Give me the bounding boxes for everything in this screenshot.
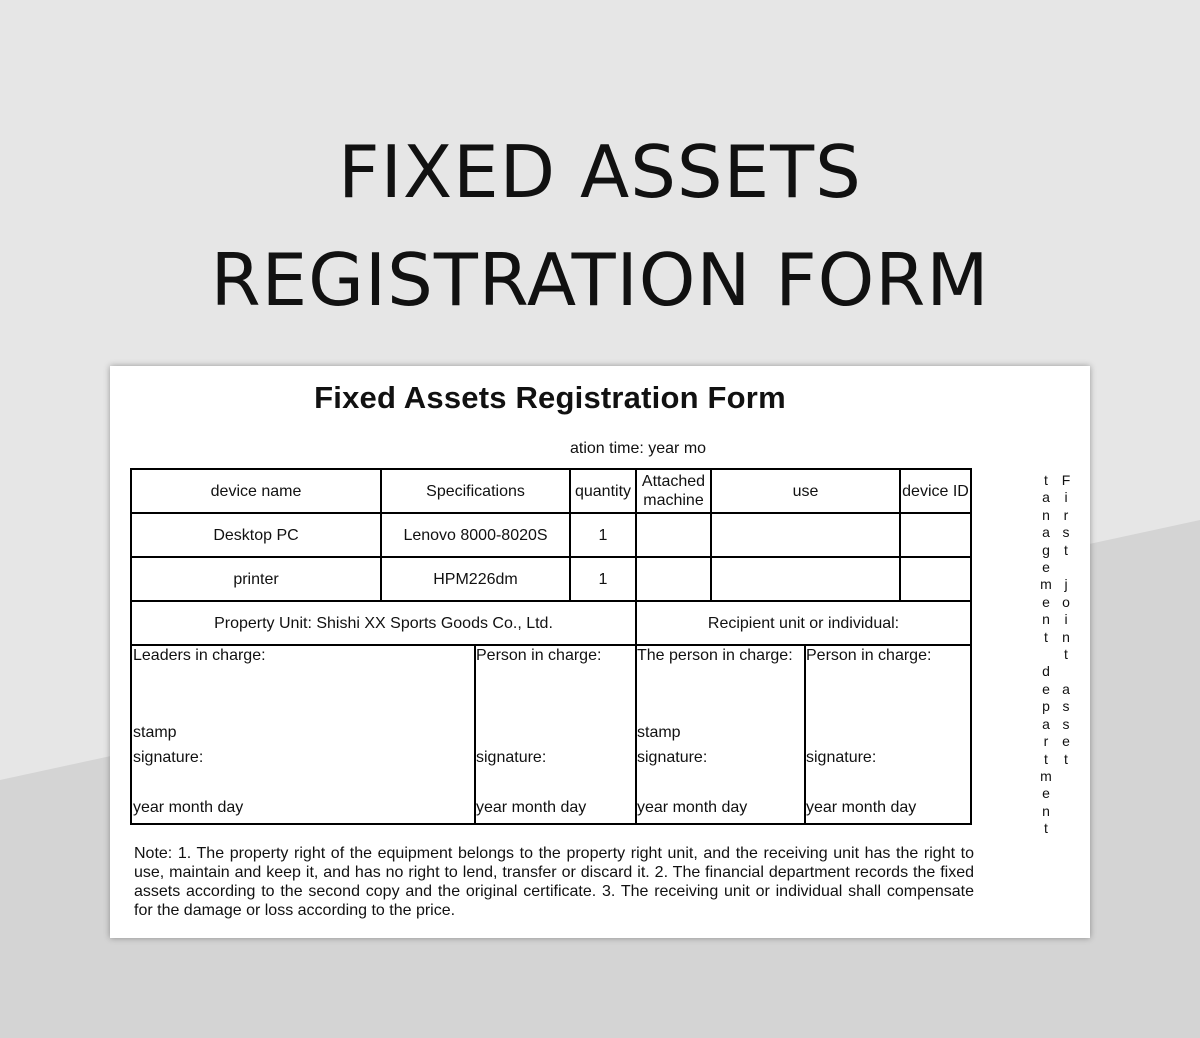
signature-block-recipient-leader — [804, 644, 972, 825]
side-text-char: t — [1064, 646, 1068, 663]
signature-label: signature: — [133, 749, 204, 766]
row2-device-name: printer — [130, 556, 382, 602]
header-specifications: Specifications — [380, 468, 571, 514]
header-use: use — [710, 468, 901, 514]
row1-specifications: Lenovo 8000-8020S — [380, 512, 571, 558]
side-text-char: r — [1063, 506, 1069, 523]
signature-block-person — [474, 644, 637, 825]
row2-quantity: 1 — [569, 556, 637, 602]
side-text-char — [1060, 663, 1072, 680]
header-attached-machine: Attached machine — [635, 468, 712, 514]
date-label: year month day — [806, 799, 917, 816]
side-text-char: s — [1062, 715, 1070, 732]
form-note: Note: 1. The property right of the equipment belongs to the property right unit, and the receiving unit has the right to use, maintain and keep it, and has no right to lend, transfer or discard it. 2. The financial department records the fixed assets according to the second copy and the original certificate. 3. The receiving unit or individual shall compensate for the damage or loss according to the price. — [134, 845, 974, 919]
hero-title-line1: FIXED ASSETS — [338, 130, 862, 214]
side-text-char: e — [1042, 785, 1050, 802]
row1-quantity: 1 — [569, 512, 637, 558]
recipient-unit: Recipient unit or individual: — [635, 600, 972, 646]
property-unit: Property Unit: Shishi XX Sports Goods Co., Ltd. — [130, 600, 637, 646]
asset-table — [130, 468, 972, 825]
side-text-char: o — [1062, 593, 1070, 610]
side-text-char: i — [1064, 489, 1068, 506]
side-text-char: a — [1042, 489, 1050, 506]
row1-device-id — [899, 512, 972, 558]
side-text-char: n — [1062, 628, 1070, 645]
side-text-char: e — [1042, 593, 1050, 610]
side-text-char: n — [1042, 611, 1050, 628]
date-label: year month day — [476, 799, 587, 816]
date-label: year month day — [637, 799, 748, 816]
side-text-char: s — [1062, 524, 1070, 541]
side-text-char: e — [1042, 559, 1050, 576]
side-text-char: t — [1044, 750, 1048, 767]
side-text-char: a — [1062, 680, 1070, 697]
row1-device-name: Desktop PC — [130, 512, 382, 558]
side-text-char: t — [1064, 750, 1068, 767]
signature-block-leaders — [130, 644, 476, 825]
row1-attached-machine — [635, 512, 712, 558]
side-text-char: m — [1040, 767, 1052, 784]
side-text-char: e — [1042, 680, 1050, 697]
signature-label: signature: — [806, 749, 877, 766]
side-text-char: p — [1042, 698, 1050, 715]
side-text-char: e — [1062, 733, 1070, 750]
side-text-char — [1060, 559, 1072, 576]
header-device-id: device ID — [899, 468, 972, 514]
signature-label: signature: — [637, 749, 708, 766]
side-text-char: a — [1042, 524, 1050, 541]
side-text-char: i — [1064, 611, 1068, 628]
row2-use — [710, 556, 901, 602]
stamp-label: stamp — [133, 724, 177, 741]
header-quantity: quantity — [569, 468, 637, 514]
stamp-label: stamp — [637, 724, 681, 741]
side-text-char: m — [1040, 576, 1052, 593]
side-text-char: t — [1044, 472, 1048, 488]
registration-time-text: ation time: year mo — [570, 440, 707, 457]
row2-specifications: HPM226dm — [380, 556, 571, 602]
side-text-char: t — [1044, 628, 1048, 645]
date-label: year month day — [133, 799, 244, 816]
signature-block-title: The person in charge: — [637, 647, 793, 664]
side-text-char: t — [1064, 541, 1068, 558]
side-text-char: n — [1042, 506, 1050, 523]
form-title: Fixed Assets Registration Form — [314, 380, 786, 415]
side-text-char: s — [1062, 698, 1070, 715]
signature-block-recipient-person — [635, 644, 806, 825]
signature-block-title: Person in charge: — [806, 647, 932, 664]
side-text-char: j — [1064, 576, 1068, 593]
header-device-name: device name — [130, 468, 382, 514]
hero-title — [0, 118, 1200, 334]
hero-title-line2: REGISTRATION FORM — [210, 238, 990, 322]
signature-block-title: Leaders in charge: — [133, 647, 266, 664]
signature-block-title: Person in charge: — [476, 647, 602, 664]
form-sheet — [110, 366, 1090, 938]
side-text-char: d — [1042, 663, 1050, 680]
side-text-char: a — [1042, 715, 1050, 732]
registration-time — [570, 440, 710, 462]
side-text-char: n — [1042, 802, 1050, 819]
row2-attached-machine — [635, 556, 712, 602]
row1-use — [710, 512, 901, 558]
side-text-char — [1040, 646, 1052, 663]
row2-device-id — [899, 556, 972, 602]
signature-label: signature: — [476, 749, 547, 766]
side-text-char: r — [1043, 733, 1049, 750]
side-text-col1 — [1040, 472, 1052, 838]
side-text-char: t — [1044, 820, 1048, 837]
side-text-col2 — [1060, 472, 1072, 768]
side-text-char: g — [1042, 541, 1050, 558]
side-text-char: F — [1061, 472, 1071, 488]
